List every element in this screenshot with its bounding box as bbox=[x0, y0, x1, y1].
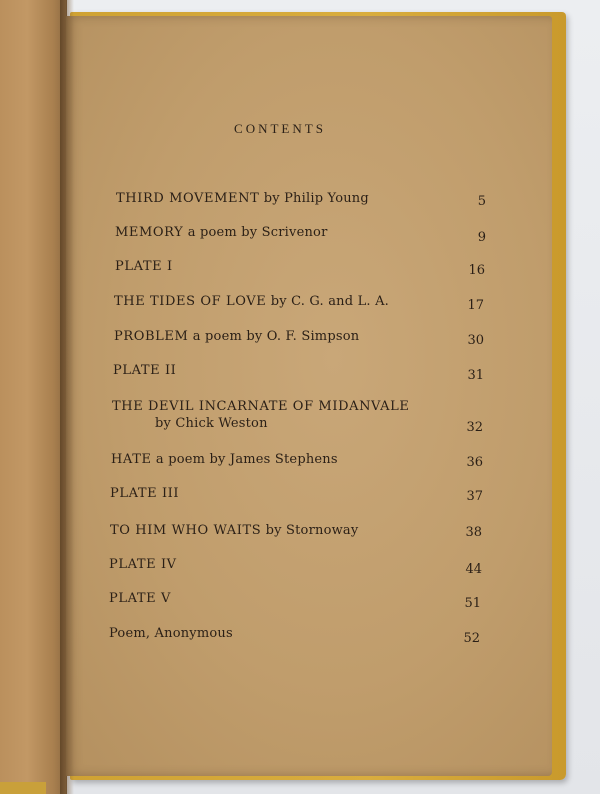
toc-entry-title: MEMORY bbox=[115, 225, 184, 240]
toc-entry-page: 51 bbox=[464, 596, 481, 611]
toc-entry-page: 52 bbox=[463, 631, 480, 646]
toc-entry bbox=[116, 191, 369, 206]
toc-entry-page: 30 bbox=[467, 333, 484, 348]
toc-entry-title: TO HIM WHO WAITS bbox=[110, 523, 262, 538]
toc-entry bbox=[111, 452, 338, 467]
facing-page bbox=[0, 0, 67, 794]
toc-entry-page: 31 bbox=[467, 368, 484, 383]
toc-entry-page: 32 bbox=[466, 420, 483, 435]
toc-entry-title: PROBLEM bbox=[114, 329, 189, 344]
toc-entry-title: PLATE IV bbox=[109, 557, 177, 572]
toc-entry-page: 9 bbox=[477, 230, 486, 245]
toc-entry bbox=[114, 329, 359, 344]
toc-entry-title: THE TIDES OF LOVE bbox=[114, 294, 267, 309]
toc-entry-byline: Anonymous bbox=[154, 626, 233, 641]
toc-entry-title: PLATE I bbox=[115, 259, 173, 274]
toc-entry-byline: by Chick Weston bbox=[155, 416, 268, 431]
toc-entry-title: THE DEVIL INCARNATE OF MIDANVALE bbox=[112, 399, 410, 414]
toc-entry bbox=[109, 591, 171, 606]
toc-entry bbox=[110, 486, 179, 501]
toc-entry-byline: by Philip Young bbox=[263, 191, 369, 206]
book-gutter bbox=[60, 0, 74, 794]
toc-entry-page: 38 bbox=[465, 525, 482, 540]
toc-entry bbox=[112, 399, 409, 414]
toc-entry-page: 44 bbox=[465, 562, 482, 577]
facing-page-rim bbox=[0, 782, 46, 794]
toc-entry-title: HATE bbox=[111, 452, 152, 467]
toc-entry-byline: a poem by Scrivenor bbox=[187, 225, 328, 240]
contents-heading: CONTENTS bbox=[234, 121, 326, 136]
toc-entry bbox=[115, 259, 173, 274]
toc-entry bbox=[109, 626, 233, 641]
toc-entry bbox=[110, 523, 358, 538]
toc-entry-title: Poem, bbox=[109, 626, 151, 641]
toc-entry-byline: a poem by James Stephens bbox=[155, 452, 338, 467]
toc-entry bbox=[114, 294, 389, 309]
toc-entry-title: THIRD MOVEMENT bbox=[116, 191, 260, 206]
toc-entry-title: PLATE II bbox=[113, 363, 177, 378]
toc-entry-page: 16 bbox=[468, 263, 485, 278]
toc-entry-page: 17 bbox=[467, 298, 484, 313]
toc-entry bbox=[113, 363, 176, 378]
toc-entry bbox=[109, 557, 177, 572]
toc-entry-byline: by C. G. and L. A. bbox=[270, 294, 390, 309]
toc-entry-byline: a poem by O. F. Simpson bbox=[192, 329, 360, 344]
toc-entry-title: PLATE V bbox=[109, 591, 171, 606]
toc-entry-page: 36 bbox=[466, 455, 483, 470]
toc-entry-title: PLATE III bbox=[110, 486, 180, 501]
toc-entry bbox=[115, 225, 327, 240]
toc-entry-continuation bbox=[155, 416, 268, 431]
toc-entry-byline: by Stornoway bbox=[265, 523, 359, 538]
toc-entry-page: 5 bbox=[477, 194, 486, 209]
toc-entry-page: 37 bbox=[466, 489, 483, 504]
